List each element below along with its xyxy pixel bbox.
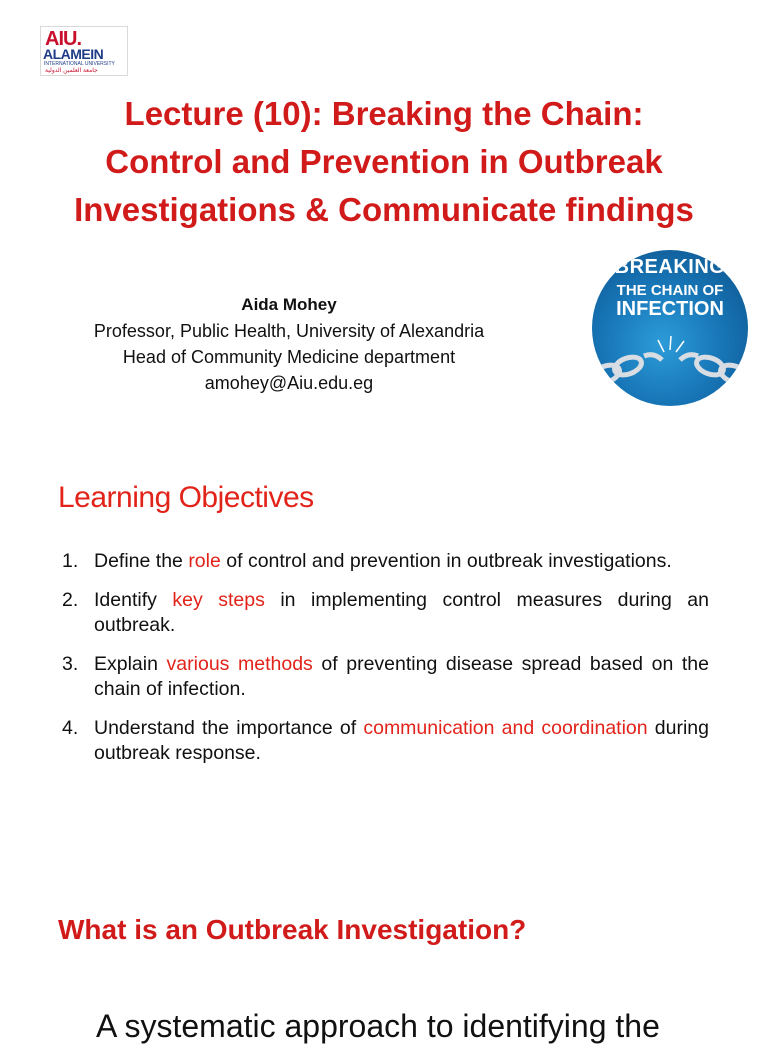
logo-aiu-text: AIU. [45,28,81,50]
logo-alamein-text: ALAMEIN [43,46,104,62]
objective-text: Explain [94,652,167,675]
objective-text: in implementing control measures during an outbreak. [94,588,709,636]
logo-subtitle: INTERNATIONAL UNIVERSITY [44,61,115,67]
author-position: Professor, Public Health, University of Alexandria [93,321,485,341]
objective-item [62,716,709,767]
learning-objectives-heading: Learning Objectives [58,481,314,514]
badge-line-3: INFECTION [616,298,724,320]
title-line-3: Investigations & Communicate findings [74,191,694,228]
objective-number: 4. [62,716,79,739]
objective-text: of control and prevention in outbreak investigations. [220,550,672,572]
objective-highlight: communication and coordination [363,716,648,739]
university-logo [40,26,128,76]
outbreak-investigation-heading: What is an Outbreak Investigation? [58,914,527,945]
objective-highlight: key steps [172,588,265,611]
objective-text: Understand the importance of [94,716,364,739]
objective-highlight: various methods [166,652,313,675]
author-email: amohey@Aiu.edu.eg [204,373,374,393]
objective-highlight: role [188,550,221,572]
broken-chain-icon [592,330,748,406]
objective-item [62,652,709,703]
objective-text: Identify [94,588,173,611]
objective-number: 3. [62,652,79,675]
logo-arabic: جامعة العلمين الدولية [45,68,98,74]
badge-line-1: BREAKING [614,256,726,278]
breaking-chain-image [592,250,748,406]
objective-text: of preventing disease spread based on the chain of infection. [94,652,710,700]
author-department: Head of Community Medicine department [122,347,456,367]
title-line-1: Lecture (10): Breaking the Chain: [124,95,644,132]
author-name: Aida Mohey [241,295,337,314]
author-info [50,292,528,396]
title-line-2: Control and Prevention in Outbreak [105,143,663,180]
objectives-list [62,549,709,780]
objective-number: 2. [62,588,79,611]
objective-item [62,549,709,575]
partial-body-text: A systematic approach to identifying the [96,1008,660,1044]
lecture-title [20,90,748,234]
objective-number: 1. [62,550,79,572]
objective-text: Define the [94,550,189,572]
objective-text: during outbreak response. [94,716,709,764]
objective-item [62,588,709,639]
badge-line-2: THE CHAIN OF [616,282,724,299]
